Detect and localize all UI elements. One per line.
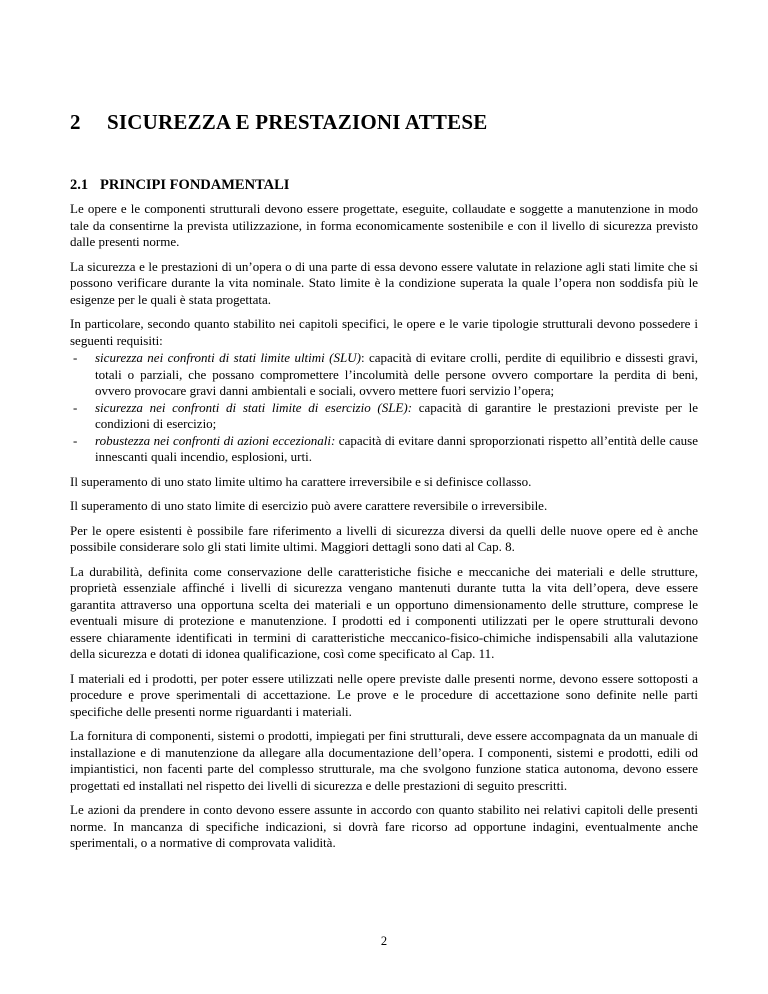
list-item-marker: - (73, 350, 78, 365)
section-number: 2.1 (70, 177, 89, 193)
list-item-lead-italic: robustezza nei confronti di azioni eccezionali: (95, 432, 336, 448)
list-item-marker: - (73, 432, 78, 448)
page-content (70, 0, 698, 852)
chapter-number: 2 (70, 110, 81, 134)
paragraph: In particolare, secondo quanto stabilito nei capitoli specifici, le opere e le varie tipologie strutturali devono possedere i seguenti requisiti: (70, 316, 698, 348)
paragraph: La fornitura di componenti, sistemi o prodotti, impiegati per fini strutturali, deve essere accompagnata da un manuale di installazione e di manutenzione da allegare alla documentazione dell’opera. I componenti, sistemi e prodotti, edili od impiantistici, non facenti parte del complesso strutturale, ma che svolgono funzione statica autonoma, devono essere progettati ed installati nel rispetto dei livelli di sicurezza e delle prestazioni di seguito prescritti. (70, 728, 698, 793)
list-item (70, 350, 698, 400)
list-item-marker: - (73, 399, 78, 415)
list-item-lead-italic: sicurezza nei confronti di stati limite ultimi (SLU) (95, 350, 361, 365)
page-number: 2 (380, 934, 388, 948)
chapter-title-text: SICUREZZA E PRESTAZIONI ATTESE (107, 110, 488, 134)
requirements-list (70, 350, 698, 466)
list-item-lead-italic: sicurezza nei confronti di stati limite di esercizio (SLE): (95, 399, 413, 415)
paragraph: Il superamento di uno stato limite di esercizio può avere carattere reversibile o irreversibile. (70, 498, 548, 513)
list-item (70, 400, 698, 433)
paragraph: Il superamento di uno stato limite ultimo ha carattere irreversibile e si definisce collasso. (70, 473, 532, 489)
paragraph: Le opere e le componenti strutturali devono essere progettate, eseguite, collaudate e soggette a manutenzione in modo tale da consentirne la prevista utilizzazione, in forma economicamente sostenibile e con il livello di sicurezza previsto dalle presenti norme. (70, 201, 698, 249)
paragraph: Per le opere esistenti è possibile fare riferimento a livelli di sicurezza diversi da quelli delle nuove opere ed è anche possibile considerare solo gli stati limite ultimi. Maggiori dettagli sono dati al Cap. 8. (70, 522, 698, 554)
list-item-text: : capacità di evitare crolli, perdite di equilibrio e dissesti gravi, totali o parziali, che possano compromettere l’incolumità delle persone ovvero comportare la perdita di beni, ovvero provocare gravi danni ambientali e sociali, ovvero mettere fuori servizio l’opera; (95, 350, 698, 398)
paragraph: I materiali ed i prodotti, per poter essere utilizzati nelle opere previste dalle presenti norme, devono essere sottoposti a procedure e prove sperimentali di accettazione. Le prove e le procedure di accettazione sono definite nelle parti specifiche delle presenti norme riguardanti i materiali. (70, 670, 698, 719)
section-heading (70, 176, 698, 194)
paragraph: La sicurezza e le prestazioni di un’opera o di una parte di essa devono essere valutate in relazione agli stati limite che si possono verificare durante la vita nominale. Stato limite è la condizione superata la quale l’opera non soddisfa più le esigenze per le quali è stata progettata. (70, 258, 698, 307)
list-item-text: capacità di evitare danni sproporzionati rispetto all’entità delle cause innescanti quali incendio, esplosioni, urti. (95, 432, 698, 464)
paragraph: La durabilità, definita come conservazione delle caratteristiche fisiche e meccaniche dei materiali e delle strutture, proprietà essenziale affinché i livelli di sicurezza vengano mantenuti durante tutta la vita dell’opera, deve essere garantita attraverso una opportuna scelta dei materiali e un opportuno dimensionamento delle strutture, comprese le eventuali misure di protezione e manutenzione. I prodotti ed i componenti utilizzati per le opere strutturali devono essere chiaramente identificati in termini di caratteristiche meccanico-fisico-chimiche indispensabili alla valutazione della sicurezza e dotati di idonea qualificazione, così come specificato al Cap. 11. (70, 563, 698, 661)
section-heading-text: PRINCIPI FONDAMENTALI (100, 177, 290, 193)
list-item-text: capacità di garantire le prestazioni previste per le condizioni di esercizio; (95, 399, 698, 431)
list-item (70, 433, 698, 466)
body-text (70, 201, 698, 852)
paragraph: Le azioni da prendere in conto devono essere assunte in accordo con quanto stabilito nei relativi capitoli delle presenti norme. In mancanza di specifiche indicazioni, si dovrà fare ricorso ad opportune indagini, eventualmente anche sperimentali, o a normative di comprovata validità. (70, 802, 698, 850)
chapter-title (70, 109, 698, 135)
